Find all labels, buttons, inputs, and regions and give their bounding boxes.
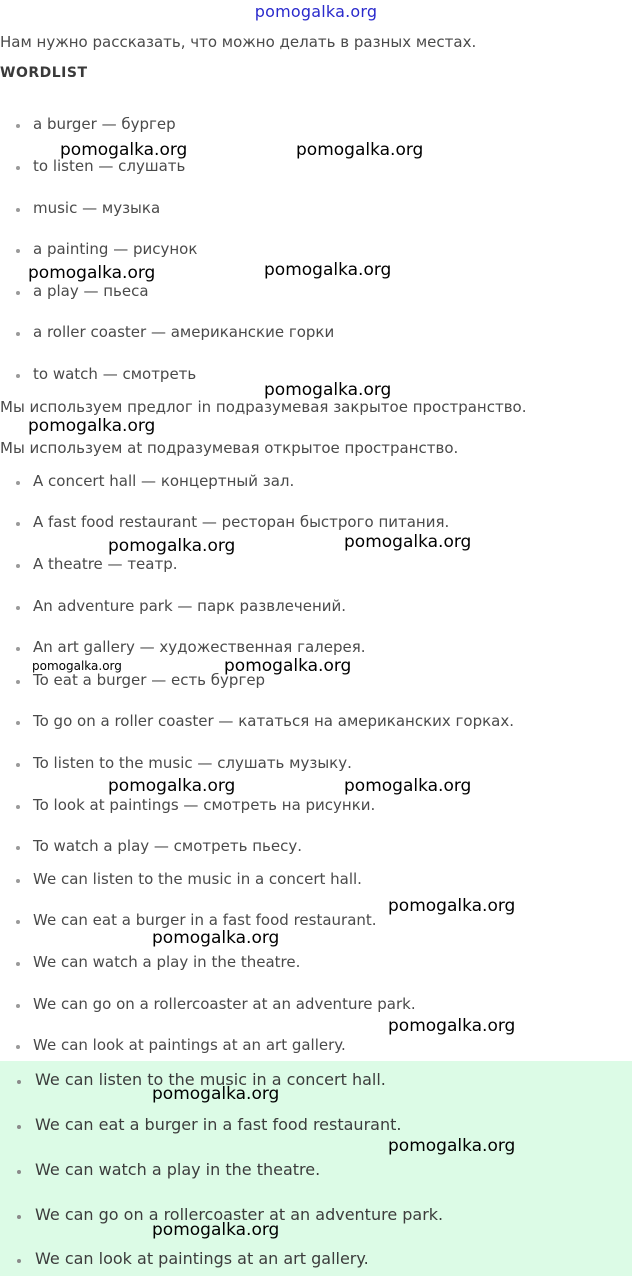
bullet-icon — [17, 1170, 21, 1174]
watermark: pomogalka.org — [388, 1016, 516, 1036]
watermark: pomogalka.org — [152, 1220, 280, 1240]
watermark: pomogalka.org — [264, 380, 392, 400]
bullet-icon — [16, 332, 20, 336]
list-item: We can eat a burger in a fast food restaurant. — [35, 1115, 402, 1134]
list-item: a painting — рисунок — [33, 240, 198, 258]
watermark: pomogalka.org — [28, 263, 156, 283]
bullet-icon — [16, 846, 20, 850]
bullet-icon — [16, 1045, 20, 1049]
bullet-icon — [16, 291, 20, 295]
bullet-icon — [17, 1259, 21, 1263]
bullet-icon — [16, 124, 20, 128]
list-item: A concert hall — концертный зал. — [33, 472, 295, 490]
bullet-icon — [16, 481, 20, 485]
bullet-icon — [17, 1080, 21, 1084]
list-item: To go on a roller coaster — кататься на американских горках. — [33, 712, 515, 730]
bullet-icon — [16, 374, 20, 378]
list-item: a roller coaster — американские горки — [33, 323, 335, 341]
list-item: to watch — смотреть — [33, 365, 197, 383]
list-item: An art gallery — художественная галерея. — [33, 638, 366, 656]
watermark: pomogalka.org — [344, 532, 472, 552]
bullet-icon — [16, 721, 20, 725]
watermark: pomogalka.org — [108, 536, 236, 556]
bullet-icon — [17, 1125, 21, 1129]
watermark: pomogalka.org — [344, 776, 472, 796]
bullet-icon — [16, 763, 20, 767]
list-item: We can watch a play in the theatre. — [35, 1160, 321, 1179]
list-item: to listen — слушать — [33, 157, 186, 175]
watermark: pomogalka.org — [152, 928, 280, 948]
bullet-icon — [16, 606, 20, 610]
watermark: pomogalka.org — [388, 1136, 516, 1156]
list-item: A theatre — театр. — [33, 555, 178, 573]
list-item: We can look at paintings at an art gallery. — [33, 1036, 346, 1054]
list-item: To listen to the music — слушать музыку. — [33, 754, 352, 772]
list-item: An adventure park — парк развлечений. — [33, 597, 347, 615]
watermark: pomogalka.org — [32, 659, 122, 673]
bullet-icon — [16, 805, 20, 809]
watermark: pomogalka.org — [152, 1084, 280, 1104]
bullet-icon — [16, 208, 20, 212]
bullet-icon — [16, 879, 20, 883]
list-item: a burger — бургер — [33, 115, 176, 133]
bullet-icon — [16, 249, 20, 253]
bullet-icon — [16, 522, 20, 526]
list-item: music — музыка — [33, 199, 161, 217]
intro-text: Нам нужно рассказать, что можно делать в разных местах. — [0, 33, 477, 51]
watermark: pomogalka.org — [108, 776, 236, 796]
watermark: pomogalka.org — [60, 140, 188, 160]
list-item: A fast food restaurant — ресторан быстрого питания. — [33, 513, 450, 531]
watermark: pomogalka.org — [28, 416, 156, 436]
list-item: We can watch a play in the theatre. — [33, 953, 301, 971]
watermark: pomogalka.org — [224, 656, 352, 676]
list-item: We can listen to the music in a concert hall. — [33, 870, 362, 888]
watermark: pomogalka.org — [388, 896, 516, 916]
list-item: To look at paintings — смотреть на рисунки. — [33, 796, 376, 814]
list-item: We can go on a rollercoaster at an adventure park. — [35, 1205, 444, 1224]
list-item: To eat a burger — есть бургер — [33, 671, 266, 689]
wordlist-heading: WORDLIST — [0, 65, 88, 81]
bullet-icon — [16, 166, 20, 170]
site-header-link[interactable]: pomogalka.org — [254, 2, 378, 21]
bullet-icon — [16, 1004, 20, 1008]
bullet-icon — [16, 647, 20, 651]
watermark: pomogalka.org — [264, 260, 392, 280]
list-item: We can eat a burger in a fast food restaurant. — [33, 911, 377, 929]
list-item: To watch a play — смотреть пьесу. — [33, 837, 303, 855]
bullet-icon — [16, 680, 20, 684]
bullet-icon — [16, 564, 20, 568]
bullet-icon — [16, 962, 20, 966]
bullet-icon — [17, 1215, 21, 1219]
list-item: We can listen to the music in a concert hall. — [35, 1070, 386, 1089]
note-at: Мы используем at подразумевая открытое пространство. — [0, 439, 459, 457]
watermark: pomogalka.org — [296, 140, 424, 160]
bullet-icon — [16, 920, 20, 924]
list-item: a play — пьеса — [33, 282, 149, 300]
note-in: Мы используем предлог in подразумевая закрытое пространство. — [0, 398, 527, 416]
list-item: We can look at paintings at an art gallery. — [35, 1249, 369, 1268]
list-item: We can go on a rollercoaster at an adventure park. — [33, 995, 416, 1013]
